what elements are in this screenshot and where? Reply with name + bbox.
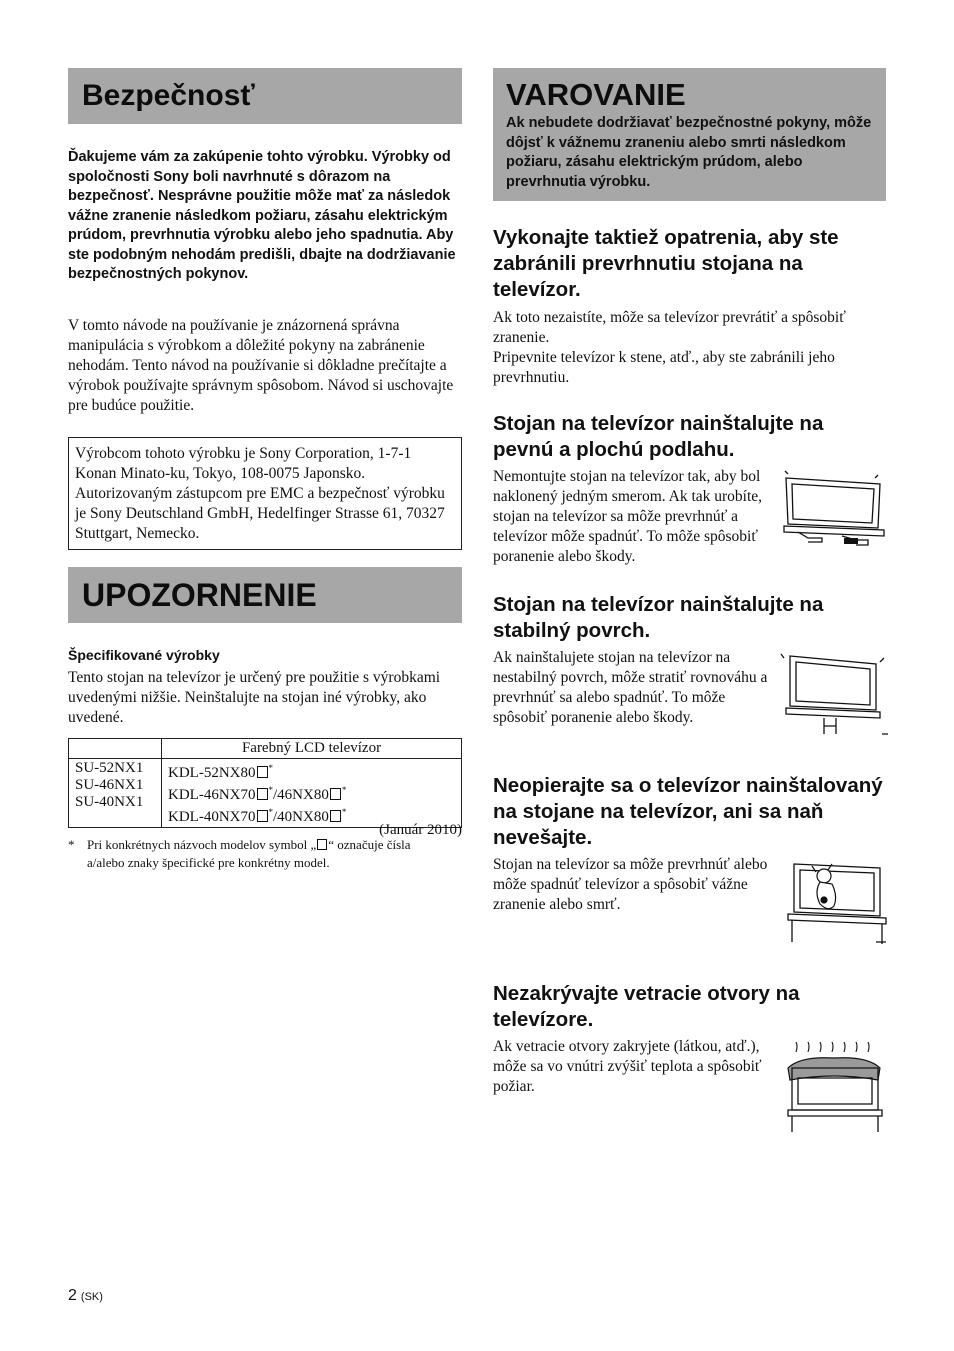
tv-models-cell [162, 759, 462, 828]
spec-block [68, 647, 462, 728]
manual-block [68, 316, 462, 416]
leaning-child-illustration [780, 858, 890, 948]
table-row [69, 739, 462, 759]
tv-model: KDL-52NX80 * [168, 763, 273, 781]
section-title: Vykonajte taktiež opatrenia, aby ste zabránili prevrhnutiu stojana na televízor. [493, 226, 839, 301]
model-placeholder-square [330, 788, 341, 800]
table-date: (Január 2010) [379, 822, 462, 838]
tilted-stand-illustration [780, 470, 890, 552]
warning-banner [493, 68, 886, 201]
footnote [68, 836, 462, 872]
language-code: (SK) [80, 1291, 103, 1303]
caution-title: UPOZORNENIE [82, 577, 317, 613]
table-row [69, 759, 462, 828]
model-placeholder-square [257, 766, 268, 778]
section-text: Stojan na televízor sa môže prevrhnúť alebo môže spadnúť televízor a spôsobiť vážne zranenie alebo smrť. [493, 856, 768, 913]
warning-text: Ak nebudete dodržiavať bezpečnostné pokyny, môže dôjsť k vážnemu zraneniu alebo smrti následkom požiaru, zásahu elektrickým prúdom, alebo prevrhnutia výrobku. [506, 115, 872, 190]
section-title: Nezakrývajte vetracie otvory na televízore. [493, 982, 800, 1031]
table-header-cell: Farebný LCD televízor [162, 739, 462, 759]
section-title: Neopierajte sa o televízor nainštalovaný na stojane na televízor, ani sa naň nevešajte. [493, 774, 883, 849]
stand-model: SU-40NX1 [75, 794, 144, 810]
intro-text: Ďakujeme vám za zakúpenie tohto výrobku. Výrobky od spoločnosti Sony boli navrhnuté s dôrazom na bezpečnosť. Nesprávne použitie môže mať za následok vážne zranenie následkom požiaru, zásahu elektrickým prúdom, prevrhnutia výrobku alebo jeho spadnutia. Aby ste podobným nehodám predišli, dbajte na dodržiavanie bezpečnostných pokynov. [68, 149, 456, 282]
footnote-mark: * [68, 837, 75, 852]
warning-title: VAROVANIE [506, 77, 686, 112]
manufacturer-box [68, 437, 462, 550]
manual-text: V tomto návode na používanie je znázornená správna manipulácia s výrobkom a dôležité pokyny na zabránenie nehodám. Tento návod na používanie si dôkladne prečítajte a výrobok používajte správnym spôsobom. Návod si uschovajte pre budúce použitie. [68, 317, 454, 414]
section-prevent-tipping [493, 225, 886, 388]
unstable-surface-illustration [780, 650, 890, 742]
footnote-text: Pri konkrétnych názvoch modelov symbol „ “ označuje čísla a/alebo znaky špecifické pre konkrétny model. [87, 837, 411, 870]
stand-model: SU-52NX1 [75, 760, 144, 776]
model-placeholder-square [257, 788, 268, 800]
table-corner-cell [69, 739, 162, 759]
spec-heading: Špecifikované výrobky [68, 647, 220, 663]
section-title: Stojan na televízor nainštalujte na pevnú a plochú podlahu. [493, 412, 824, 461]
stand-models-cell [69, 759, 162, 828]
spec-table [68, 738, 462, 828]
manufacturer-text: Výrobcom tohoto výrobku je Sony Corporation, 1-7-1 Konan Minato-ku, Tokyo, 108-0075 Japonsko. Autorizovaným zástupcom pre EMC a bezpečnosť výrobku je Sony Deutschland GmbH, Hedelfinger Strasse 61, 70327 Stuttgart, Nemecko. [75, 445, 445, 542]
spec-text: Tento stojan na televízor je určený pre použitie s výrobkami uvedenými nižšie. Neinštalujte na stojan iné výrobky, ako uvedené. [68, 669, 441, 726]
section-text: Ak vetracie otvory zakryjete (látkou, atď.), môže sa vo vnútri zvýšiť teplota a spôsobiť požiar. [493, 1038, 762, 1095]
section-text: Nemontujte stojan na televízor tak, aby bol naklonený jedným smerom. Ak tak urobíte, stojan na televízor sa môže prevrhnúť a televízor môže spadnúť. To môže spôsobiť poranenie alebo škody. [493, 468, 763, 565]
covered-vents-illustration [782, 1038, 886, 1134]
tv-model: KDL-40NX70 */40NX80 * [168, 807, 347, 825]
safety-title: Bezpečnosť [82, 79, 255, 112]
intro-block [68, 148, 462, 285]
section-text: Ak toto nezaistíte, môže sa televízor prevrátiť a spôsobiť zranenie. [493, 309, 846, 346]
safety-banner [68, 68, 462, 124]
section-text: Ak nainštalujete stojan na televízor na nestabilný povrch, môže stratiť rovnováhu a prevrhnúť sa alebo spadnúť. To môže spôsobiť poranenie alebo škody. [493, 649, 768, 726]
caution-banner [68, 567, 462, 623]
tv-model: KDL-46NX70 */46NX80 * [168, 785, 347, 803]
model-placeholder-square [317, 839, 327, 850]
section-text: Pripevnite televízor k stene, atď., aby ste zabránili jeho prevrhnutiu. [493, 349, 835, 386]
stand-model: SU-46NX1 [75, 777, 144, 793]
page-footer [68, 1287, 103, 1305]
section-title: Stojan na televízor nainštalujte na stabilný povrch. [493, 593, 824, 642]
page-number: 2 [68, 1287, 77, 1304]
